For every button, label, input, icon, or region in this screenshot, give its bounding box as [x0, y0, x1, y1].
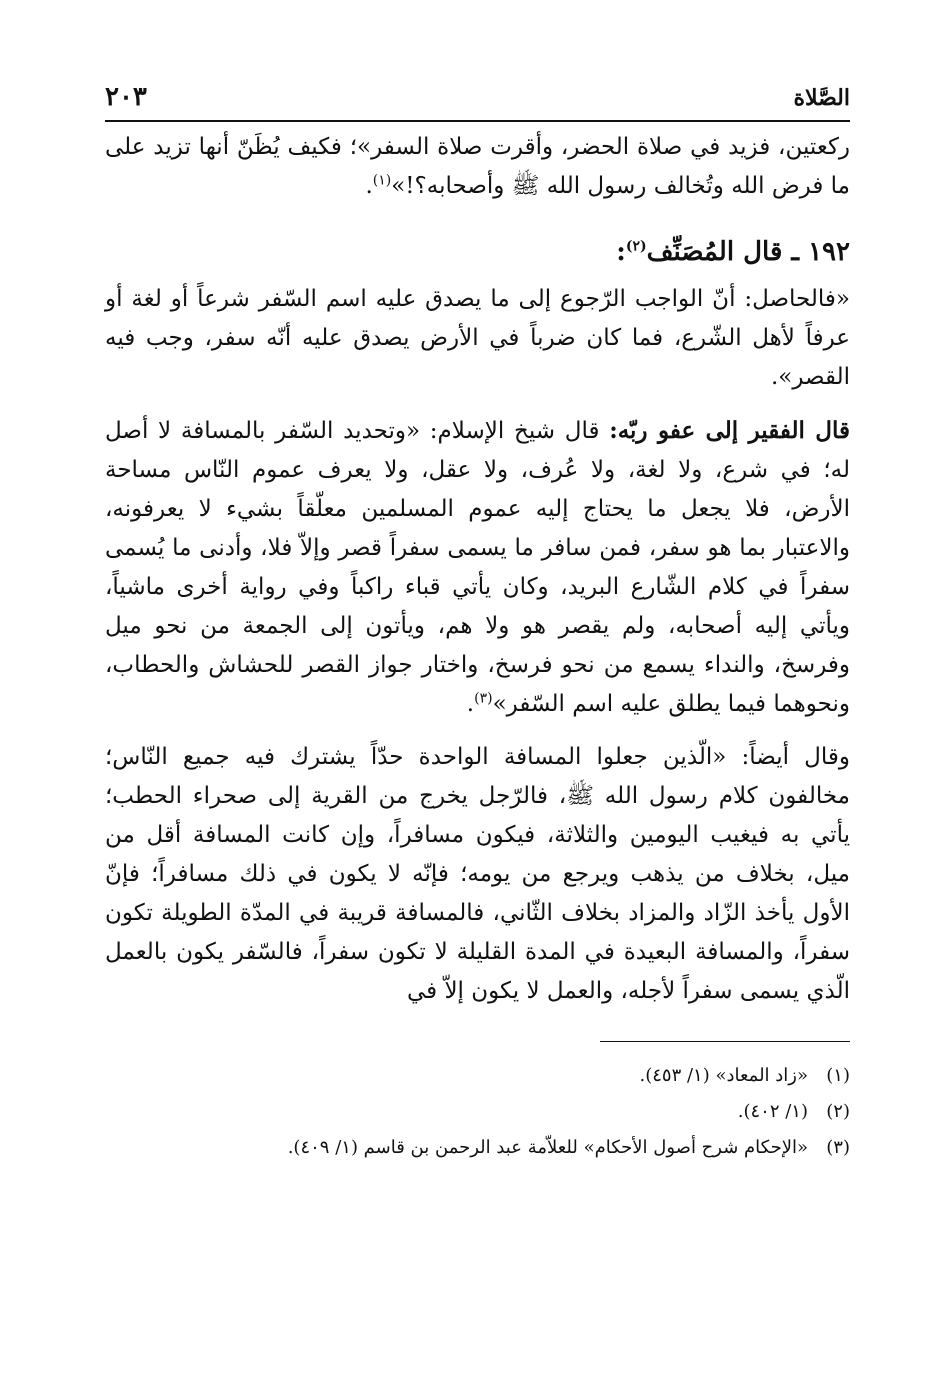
- paragraph-gap: [105, 724, 850, 738]
- footnote-ref-1: (١): [372, 172, 392, 189]
- paragraph-3-end: .: [466, 691, 475, 717]
- footnote-ref-3: (٣): [474, 690, 493, 707]
- footnotes: [105, 1058, 850, 1166]
- header-divider: [105, 120, 850, 122]
- footnote-item: [105, 1094, 850, 1130]
- paragraph-4: وقال أيضاً: «الّذين جعلوا المسافة الواحدة حدّاً يشترك فيه جميع النّاس؛ مخالفون كلام رسول الله ﷺ، فالرّجل يخرج من القرية إلى صحراء الحطب؛ يأتي به فيغيب اليومين والثلاثة، فيكون مسافراً، وإن كانت المسافة أقل من ميل، بخلاف من يذهب ويرجع من يومه؛ فإنّه لا يكون في ذلك مسافراً؛ فإنّ الأول يأخذ الزّاد والمزاد بخلاف الثّاني، فالمسافة قريبة في المدّة الطويلة تكون سفراً، والمسافة البعيدة في المدة القليلة لا تكون سفراً، فالسّفر يكون بالعمل الّذي يسمى سفراً لأجله، والعمل لا يكون إلاّ في: [105, 744, 850, 1004]
- footnote-number: (١): [826, 1065, 850, 1086]
- footnote-number: (٣): [826, 1137, 850, 1158]
- footnote-number: (٢): [826, 1101, 850, 1122]
- section-heading-text: ١٩٢ ـ قال المُصَنِّف: [646, 237, 850, 267]
- book-page: [105, 82, 850, 1166]
- page-header: [105, 82, 850, 118]
- paragraph-3-text: قال شيخ الإسلام: «وتحديد السّفر بالمسافة لا أصل له؛ في شرع، ولا لغة، ولا عُرف، ولا عقل، ولا يعرف عموم النّاس مساحة الأرض، فلا يجعل ما يحتاج إليه عموم المسلمين معلّقاً بشيء لا يعرفونه، والاعتبار بما هو سفر، فمن سافر ما يسمى سفراً قصر وإلاّ فلا، وأدنى ما يُسمى سفراً في كلام الشّارع البريد، وكان يأتي قباء راكباً وفي رواية أخرى ماشياً، ويأتي إليه أصحابه، ولم يقصر هو ولا هم، ويأتون إلى الجمعة من نحو ميل وفرسخ، والنداء يسمع من نحو فرسخ، واختار جواز القصر للحشاش والحطاب، ونحوهما فيما يطلق عليه اسم السّفر»: [105, 418, 850, 717]
- section-heading-end: :: [616, 237, 626, 267]
- page-number: ٢٠٣: [105, 82, 147, 112]
- paragraph-gap: [105, 397, 850, 411]
- footnote-text: (١/ ٤٠٢).: [737, 1101, 808, 1122]
- footnote-text: «زاد المعاد» (١/ ٤٥٣).: [639, 1065, 808, 1086]
- paragraph-1-text: ركعتين، فزيد في صلاة الحضر، وأقرت صلاة السفر»؛ فكيف يُظَنّ أنها تزيد على ما فرض الله وتُخالف رسول الله ﷺ وأصحابه؟!»: [105, 134, 850, 199]
- paragraph-1: [105, 128, 850, 206]
- paragraph-3: [105, 411, 850, 724]
- paragraph-1-end: .: [365, 173, 373, 199]
- main-text: [105, 128, 850, 1011]
- footnote-text: «الإحكام شرح أصول الأحكام» للعلاّمة عبد الرحمن بن قاسم (١/ ٤٠٩).: [287, 1137, 808, 1158]
- footnote-divider: [600, 1041, 850, 1042]
- paragraph-3-lead: قال الفقير إلى عفو ربّه:: [609, 417, 850, 444]
- footnote-ref-2: (٢): [625, 238, 647, 255]
- footnote-item: [105, 1130, 850, 1166]
- section-heading: [105, 232, 850, 272]
- footnote-item: [105, 1058, 850, 1094]
- chapter-title: الصَّلاة: [793, 85, 850, 111]
- paragraph-2: «فالحاصل: أنّ الواجب الرّجوع إلى ما يصدق عليه اسم السّفر شرعاً أو لغة أو عرفاً لأهل الشّرع، فما كان ضرباً في الأرض يصدق عليه أنّه سفر، وجب فيه القصر».: [105, 286, 850, 390]
